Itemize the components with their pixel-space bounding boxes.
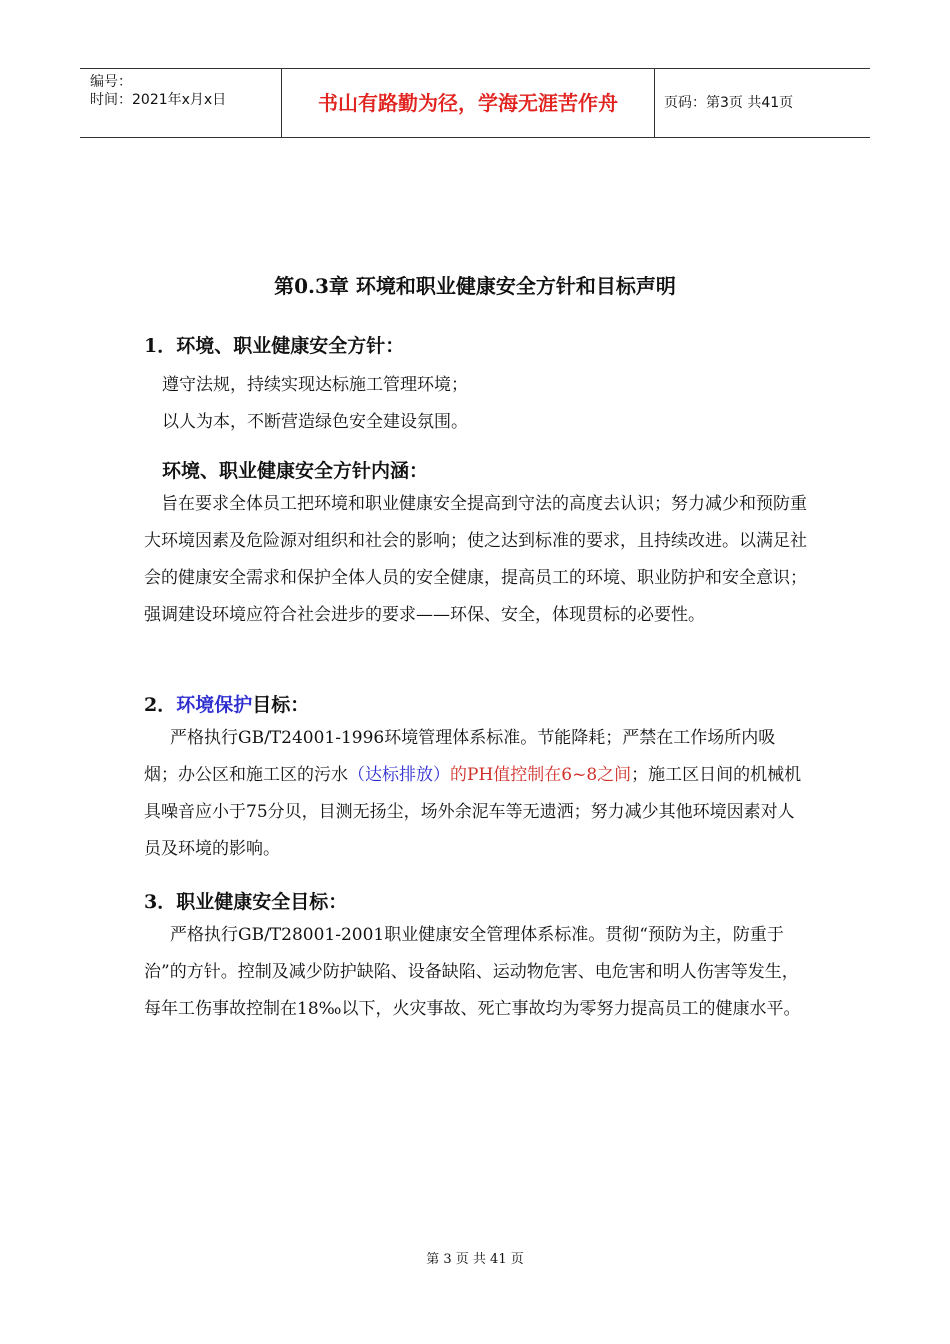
section2-heading-rest: 目标： [252,694,310,716]
header-table [80,68,870,138]
header-divider [654,69,655,137]
env-goal-blue-text: （达标排放） [348,765,450,785]
env-goal-text-b: ；施工区日间的机械机具噪音应小于75分贝，目测无扬尘，场外余泥车等无遗洒；努力减少其他环境因素对人员及环境的影响。 [144,765,802,859]
section2-heading [144,690,309,717]
section2-number: 2． [144,694,177,716]
code-label: 编号： [90,74,132,90]
policy-line-2: 以人为本，不断营造绿色安全建设氛围。 [162,412,468,432]
header-meta-cell [80,69,280,137]
chapter-title: 第0.3章 环境和职业健康安全方针和目标声明 [274,274,676,298]
section1b-heading: 环境、职业健康安全方针内涵： [162,460,429,482]
health-safety-goal-paragraph: 严格执行GB/T28001-2001职业健康安全管理体系标准。贯彻“预防为主，防重于治”的方针。控制及减少防护缺陷、设备缺陷、运动物危害、电危害和明人伤害等发生，每年工伤事故控制在18‰以下，火灾事故、死亡事故均为零努力提高员工的健康水平。 [144,925,801,1019]
policy-meaning-paragraph: 旨在要求全体员工把环境和职业健康安全提高到守法的高度去认识；努力减少和预防重大环境因素及危险源对组织和社会的影响；使之达到标准的要求，且持续改进。以满足社会的健康安全需求和保护全体人员的安全健康，提高员工的环境、职业防护和安全意识；强调建设环境应符合社会进步的要求——环保、安全，体现贯标的必要性。 [144,494,807,625]
page-footer: 第 3 页 共 41 页 [426,1252,524,1267]
env-goal-text-a: 严格执行GB/T24001-1996环境管理体系标准。节能降耗；严禁在工作场所内吸烟；办公区和施工区的污水 [144,728,776,785]
header-page-info: 页码：第3页 共41页 [664,95,794,111]
header-motto: 书山有路勤为径，学海无涯苦作舟 [318,91,618,115]
env-goal-red-text: 的PH值控制在6~8之间 [450,765,632,785]
environment-goal-paragraph [144,720,809,868]
section2-heading-highlight: 环境保护 [176,694,253,716]
section1-heading: 1．环境、职业健康安全方针： [144,335,405,357]
section3-heading: 3．职业健康安全目标： [144,891,348,913]
policy-line-1: 遵守法规，持续实现达标施工管理环境； [162,375,468,395]
time-label: 时间：2021年x月x日 [90,92,227,108]
